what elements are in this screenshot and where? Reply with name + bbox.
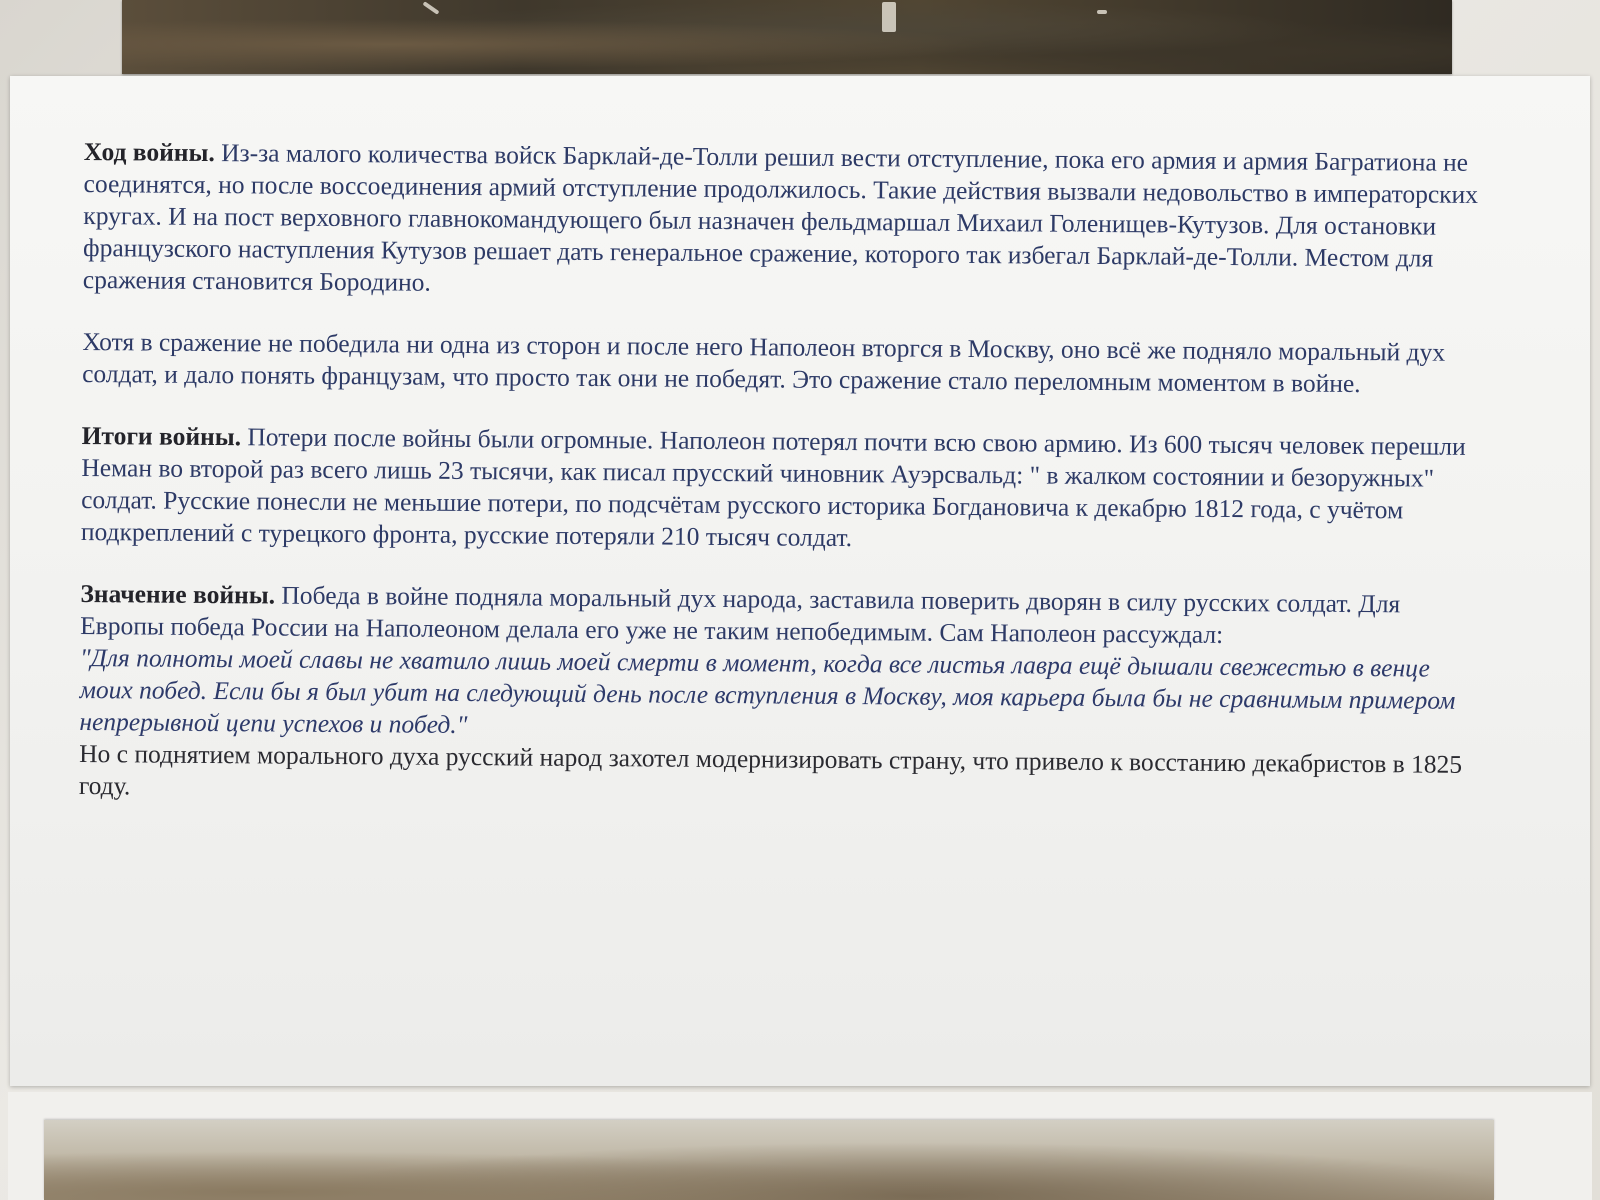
painting-detail [1097, 10, 1107, 14]
bottom-painting-strip [44, 1120, 1494, 1200]
section-course-of-war [83, 136, 1484, 307]
painting-detail [422, 1, 439, 15]
section-heading: Значение войны. [80, 578, 276, 610]
section-results-of-war [81, 420, 1482, 559]
top-painting-strip [122, 0, 1452, 74]
painting-detail [882, 2, 896, 32]
section-body: Потери после войны были огромные. Наполеон потерял почти всю свою армию. Из 600 тысяч человек перешли Неман во второй раз всего лишь 23 тысячи, как писал прусский чиновник Ауэрсвальд: " в жалком состоянии и безоружных" солдат. Русские понесли не меньшие потери, по подсчётам русского историка Богдановича к декабрю 1812 года, с учётом подкреплений с турецкого фронта, русские потеряли 210 тысяч солдат. [80, 422, 1466, 553]
section-heading: Ход войны. [83, 136, 215, 168]
article-text [79, 136, 1484, 843]
section-tail: Но с поднятием морального духа русский народ захотел модернизировать страну, что привело к восстанию декабристов в 1825 году. [78, 738, 1463, 801]
napoleon-quote: "Для полноты моей славы не хватило лишь моей смерти в момент, когда все листья лавра ещё дышали свежестью в венце моих побед. Если бы я был убит на следующий день после вступления в Москву, моя карьера была бы не сравнимым примером непрерывной цепи успехов и побед." [79, 642, 1456, 740]
section-body: Из-за малого количества войск Барклай-де-Толли решил вести отступление, пока его армия и армия Багратиона не соединятся, но после воссоединения армий отступление продолжилось. Такие действия вызвали недовольство в императорских кругах. И на пост верховного главнокомандующего был назначен фельдмаршал Михаил Голенищев-Кутузов. Для остановки французского наступления Кутузов решает дать генеральное сражение, которого так избегал Барклай-де-Толли. Местом для сражения становится Бородино. [82, 138, 1479, 297]
section-significance-of-war [79, 578, 1481, 813]
text-sheet [10, 76, 1590, 1086]
section-heading: Итоги войны. [81, 420, 242, 452]
section-borodino [82, 326, 1482, 401]
section-body: Хотя в сражение не победила ни одна из сторон и после него Наполеон вторгся в Москву, оно всё же подняло моральный дух солдат, и дало понять французам, что просто так они не победят. Это сражение стало переломным моментом в войне. [82, 326, 1446, 399]
section-body: Победа в войне подняла моральный дух народа, заставила поверить дворян в силу русских солдат. Для Европы победа России на Наполеоном делала его уже не таким непобедимым. Сам Наполеон рассуждал: [80, 580, 1401, 649]
